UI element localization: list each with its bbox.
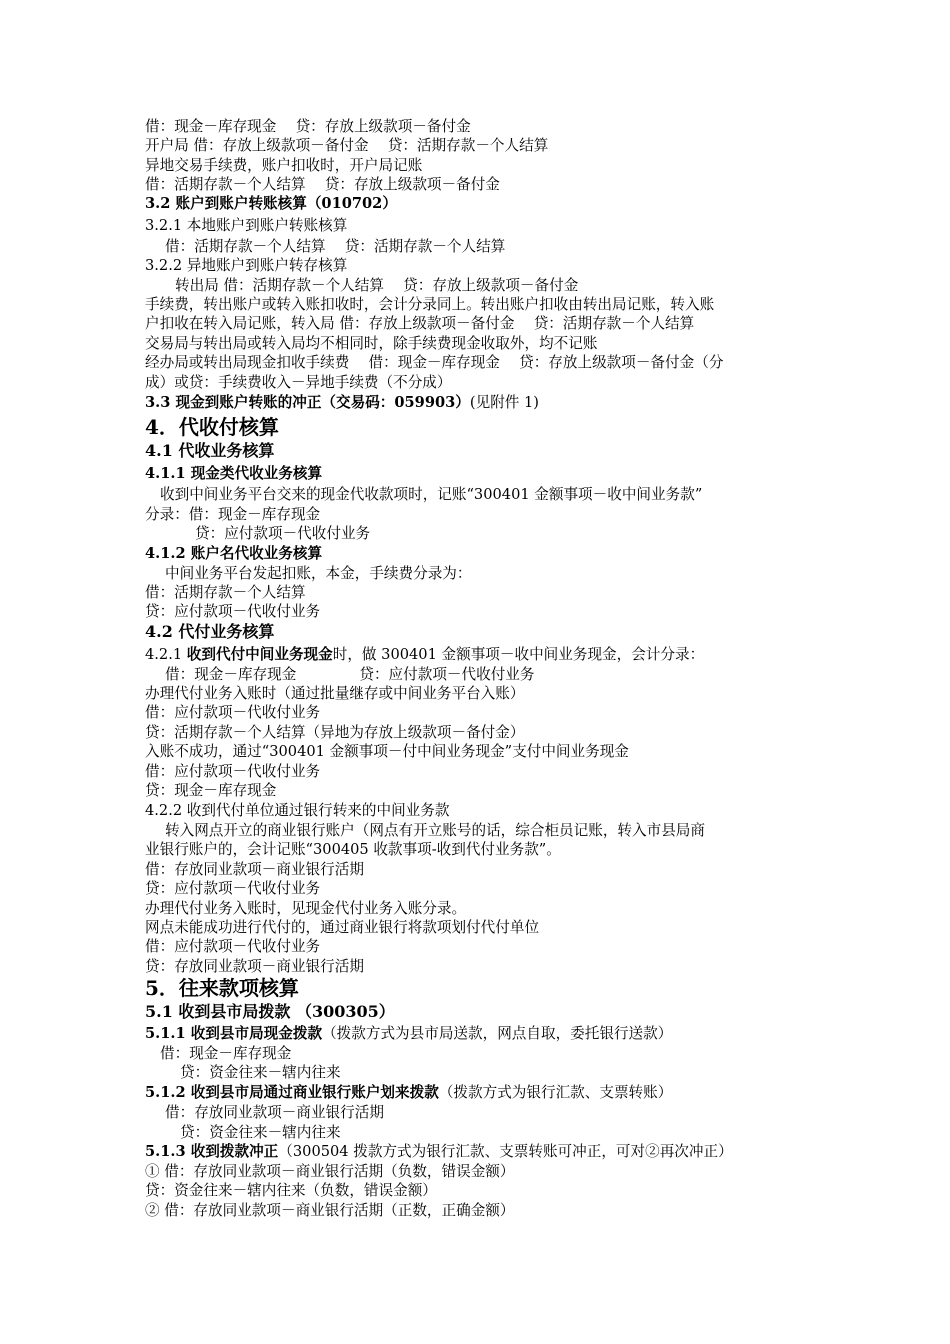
text-line: 入账不成功，通过“300401 金额事项－付中间业务现金”支付中间业务现金 (145, 743, 629, 760)
text-line: 借：存放同业款项－商业银行活期 (145, 861, 364, 878)
text-line: 4.2.2 收到代付单位通过银行转来的中间业务款 (145, 802, 450, 819)
chapter-heading: 5．往来款项核算 (145, 976, 299, 1000)
section-heading: 3.2 账户到账户转账核算（010702） (145, 195, 397, 212)
text-line: 贷：资金往来－辖内往来（负数，错误金额） (145, 1182, 437, 1199)
text-line: ① 借：存放同业款项－商业银行活期（负数，错误金额） (145, 1163, 515, 1180)
subsection-heading: 4.1.1 现金类代收业务核算 (145, 465, 323, 482)
text-line: 借：应付款项－代收付业务 (145, 763, 321, 780)
text-line: 办理代付业务入账时（通过批量继存或中间业务平台入账） (145, 685, 525, 702)
text-line: 3.2.1 本地账户到账户转账核算 (145, 217, 348, 234)
text-line: 借：应付款项－代收付业务 (145, 704, 321, 721)
text-line: 借：现金－库存现金 (160, 1045, 292, 1062)
text-line: 借：活期存款－个人结算 贷：存放上级款项－备付金 (145, 176, 500, 193)
text-line: 分录：借：现金－库存现金 (145, 506, 321, 523)
text-line: ② 借：存放同业款项－商业银行活期（正数，正确金额） (145, 1202, 515, 1219)
text-span: 4.2.1 (145, 646, 187, 663)
text-span: (见附件 1) (469, 394, 539, 411)
text-line: 办理代付业务入账时，见现金代付业务入账分录。 (145, 900, 467, 917)
text-line: 成）或贷：手续费收入－异地手续费（不分成） (145, 374, 452, 391)
section-heading: 5.1 收到县市局拨款 （300305） (145, 1002, 395, 1021)
mixed-line (145, 1024, 672, 1043)
subsection-heading: 4.1.2 账户名代收业务核算 (145, 545, 323, 562)
bold-span: 5.1.1 收到县市局现金拨款 (145, 1025, 323, 1042)
text-line: 贷：资金往来－辖内往来 (180, 1064, 341, 1081)
bold-span: 收到代付中间业务现金 (186, 646, 333, 663)
text-line: 贷：应付款项－代收付业务 (145, 603, 321, 620)
text-line: 业银行账户的，会计记账“300405 收款事项-收到代付业务款”。 (145, 841, 561, 858)
mixed-line (145, 645, 704, 664)
text-line: 贷：资金往来－辖内往来 (180, 1124, 341, 1141)
section-heading: 3.3 现金到账户转账的冲正（交易码：059903） (145, 394, 470, 411)
text-line: 手续费，转出账户或转入账扣收时，会计分录同上。转出账户扣收由转出局记账，转入账 (145, 296, 715, 313)
text-line: 3.2.2 异地账户到账户转存核算 (145, 257, 348, 274)
text-line: 收到中间业务平台交来的现金代收款项时，记账“300401 金额事项－收中间业务款” (160, 486, 703, 503)
bold-span: 5.1.3 收到拨款冲正 (145, 1143, 279, 1160)
text-line: 借：活期存款－个人结算 (145, 584, 306, 601)
section-heading: 4.2 代付业务核算 (145, 622, 275, 641)
text-line: 贷：活期存款－个人结算（异地为存放上级款项－备付金） (145, 724, 525, 741)
text-line: 借：活期存款－个人结算 贷：活期存款－个人结算 (165, 238, 506, 255)
text-line: 借：现金－库存现金 贷：应付款项－代收付业务 (165, 666, 535, 683)
text-line: 借：现金－库存现金 贷：存放上级款项－备付金 (145, 118, 471, 135)
mixed-line (145, 1142, 733, 1161)
text-line: 转入网点开立的商业银行账户（网点有开立账号的话，综合柜员记账，转入市县局商 (165, 822, 705, 839)
text-span: （拨款方式为银行汇款、支票转账） (438, 1084, 673, 1101)
text-line: 借：应付款项－代收付业务 (145, 938, 321, 955)
text-line: 贷：现金－库存现金 (145, 782, 277, 799)
chapter-heading: 4．代收付核算 (145, 415, 279, 439)
text-line: 网点未能成功进行代付的，通过商业银行将款项划付代付单位 (145, 919, 540, 936)
section-heading-line (145, 393, 539, 412)
text-line: 户扣收在转入局记账，转入局 借：存放上级款项－备付金 贷：活期存款－个人结算 (145, 315, 695, 332)
text-line: 贷：应付款项－代收付业务 (195, 525, 371, 542)
text-line: 贷：应付款项－代收付业务 (145, 880, 321, 897)
section-heading: 4.1 代收业务核算 (145, 441, 275, 460)
text-line: 交易局与转出局或转入局均不相同时，除手续费现金收取外，均不记账 (145, 335, 598, 352)
text-line: 异地交易手续费，账户扣收时，开户局记账 (145, 157, 423, 174)
text-span: （300504 拨款方式为银行汇款、支票转账可冲正，可对②再次冲正） (278, 1143, 733, 1160)
text-line: 借：存放同业款项－商业银行活期 (165, 1104, 384, 1121)
mixed-line (145, 1083, 672, 1102)
text-line: 贷：存放同业款项－商业银行活期 (145, 958, 364, 975)
text-span: （拨款方式为县市局送款，网点自取，委托银行送款） (322, 1025, 673, 1042)
text-line: 转出局 借：活期存款－个人结算 贷：存放上级款项－备付金 (175, 277, 579, 294)
text-line: 开户局 借：存放上级款项－备付金 贷：活期存款－个人结算 (145, 137, 549, 154)
text-line: 经办局或转出局现金扣收手续费 借：现金－库存现金 贷：存放上级款项－备付金（分 (145, 354, 724, 371)
bold-span: 5.1.2 收到县市局通过商业银行账户划来拨款 (145, 1084, 439, 1101)
text-span: 时，做 300401 金额事项－收中间业务现金，会计分录： (332, 646, 705, 663)
text-line: 中间业务平台发起扣账，本金，手续费分录为： (165, 565, 472, 582)
